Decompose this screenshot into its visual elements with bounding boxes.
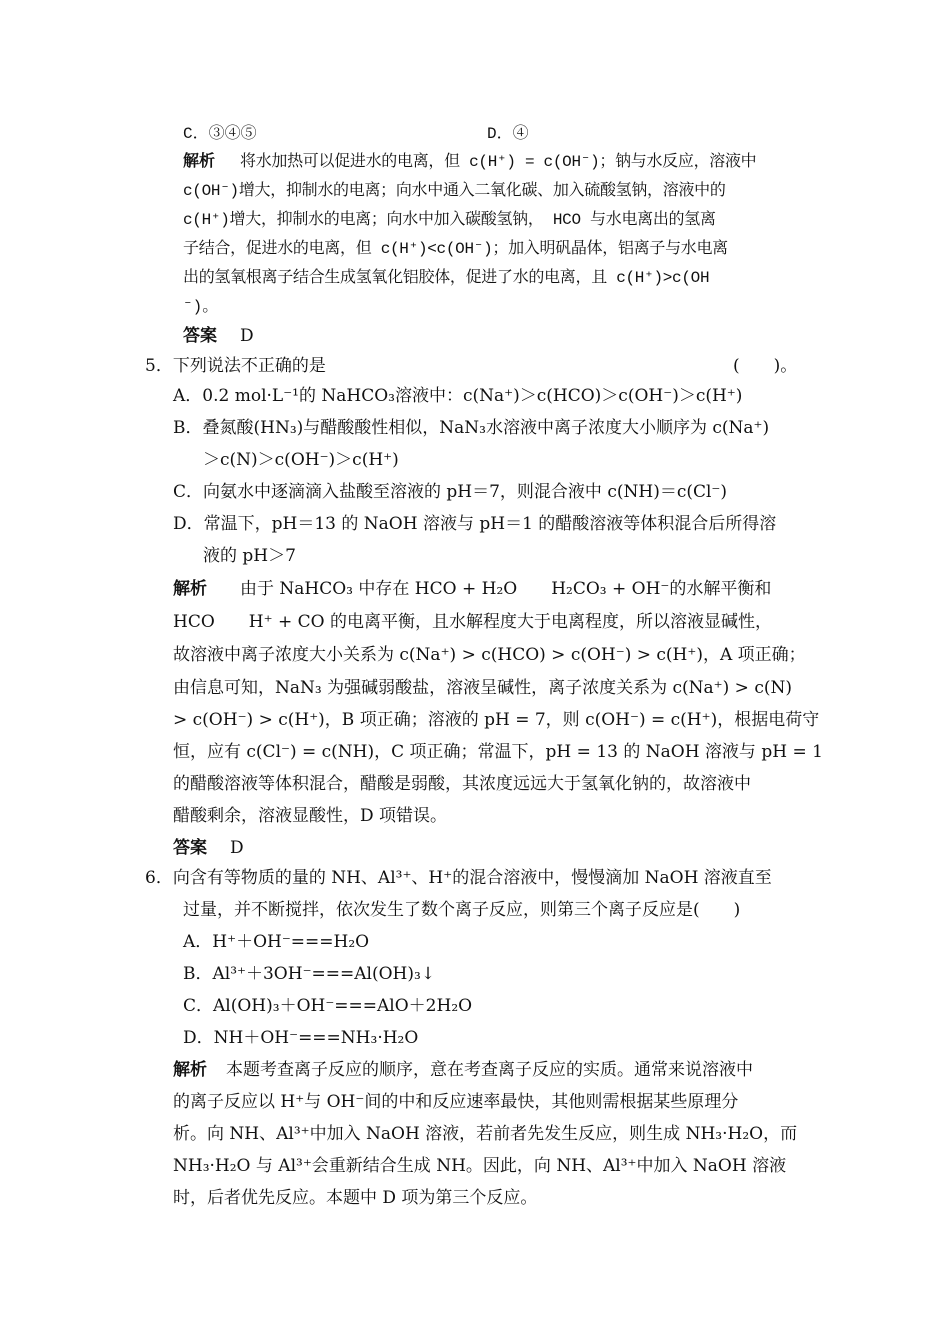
analysis-label: 解析 (173, 1060, 207, 1080)
option-d: D．④ (487, 125, 529, 143)
analysis-text: 时，后者优先反应。本题中 D 项为第三个反应。 (173, 1188, 538, 1208)
analysis-text: 由于 NaHCO₃ 中存在 HCO + H₂O H₂CO₃ + OH⁻的水解平衡和 (240, 579, 772, 599)
answer-value: D (230, 838, 244, 858)
question-5-paren: ( )。 (733, 356, 798, 376)
analysis-text: 由信息可知，NaN₃ 为强碱弱酸盐，溶液呈碱性，离子浓度关系为 c(Na⁺) > c(N) (173, 678, 792, 698)
analysis-text: 醋酸剩余，溶液显酸性，D 项错误。 (173, 806, 448, 826)
answer-label: 答案 (173, 838, 207, 858)
analysis-text: > c(OH⁻) > c(H⁺)，B 项正确；溶液的 pH = 7，则 c(OH⁻) = c(H⁺)，根据电荷守 (173, 710, 820, 730)
question-6-stem: 过量，并不断搅拌，依次发生了数个离子反应，则第三个离子反应是( ) (183, 900, 741, 920)
analysis-label: 解析 (173, 579, 207, 599)
analysis-text: 恒，应有 c(Cl⁻) = c(NH)，C 项正确；常温下，pH = 13 的 NaOH 溶液与 pH = 1 (173, 742, 823, 762)
answer-value: D (240, 326, 254, 346)
analysis-text: ⁻)。 (183, 298, 219, 316)
analysis-text: NH₃·H₂O 与 Al³⁺会重新结合生成 NH。因此，向 NH、Al³⁺中加入 NaOH 溶液 (173, 1156, 787, 1176)
question-6-option-c: C．Al(OH)₃＋OH⁻===AlO＋2H₂O (183, 996, 473, 1016)
analysis-text: c(H⁺)增大，抑制水的电离；向水中加入碳酸氢钠， HCO 与水电离出的氢离 (183, 211, 716, 229)
question-5-stem: 5．下列说法不正确的是 (145, 356, 326, 376)
question-6-stem: 6．向含有等物质的量的 NH、Al³⁺、H⁺的混合溶液中，慢慢滴加 NaOH 溶液直至 (145, 868, 772, 888)
question-6-option-a: A．H⁺＋OH⁻===H₂O (183, 932, 370, 952)
question-6-option-b: B．Al³⁺＋3OH⁻===Al(OH)₃↓ (183, 964, 436, 984)
analysis-text: 故溶液中离子浓度大小关系为 c(Na⁺) > c(HCO) > c(OH⁻) > c(H⁺)，A 项正确； (173, 645, 806, 665)
analysis-text: 出的氢氧根离子结合生成氢氧化铝胶体，促进了水的电离，且 c(H⁺)>c(OH (183, 269, 710, 287)
analysis-text: c(OH⁻)增大，抑制水的电离；向水中通入二氧化碳、加入硫酸氢钠，溶液中的 (183, 182, 726, 200)
question-5-option-b: ＞c(N)＞c(OH⁻)＞c(H⁺) (203, 450, 399, 470)
question-5-option-b: B．叠氮酸(HN₃)与醋酸酸性相似，NaN₃水溶液中离子浓度大小顺序为 c(Na⁺) (173, 418, 770, 438)
analysis-label: 解析 (183, 153, 216, 171)
answer-label: 答案 (183, 326, 217, 346)
analysis-text: 析。向 NH、Al³⁺中加入 NaOH 溶液，若前者先发生反应，则生成 NH₃·H₂O，而 (173, 1124, 798, 1144)
analysis-text: HCO H⁺ + CO 的电离平衡，且水解程度大于电离程度，所以溶液显碱性， (173, 612, 772, 632)
option-c: C．③④⑤ (183, 125, 257, 143)
question-5-option-a: A．0.2 mol·L⁻¹的 NaHCO₃溶液中：c(Na⁺)＞c(HCO)＞c(OH⁻)＞c(H⁺) (173, 386, 743, 406)
analysis-text: 子结合，促进水的电离，但 c(H⁺)<c(OH⁻)；加入明矾晶体，铝离子与水电离 (183, 240, 728, 258)
question-6-option-d: D．NH＋OH⁻===NH₃·H₂O (183, 1028, 419, 1048)
question-5-option-d: 液的 pH＞7 (203, 546, 296, 566)
analysis-text: 的离子反应以 H⁺与 OH⁻间的中和反应速率最快，其他则需根据某些原理分 (173, 1092, 739, 1112)
analysis-text: 的醋酸溶液等体积混合，醋酸是弱酸，其浓度远远大于氢氧化钠的，故溶液中 (173, 774, 751, 794)
question-5-option-d: D．常温下，pH＝13 的 NaOH 溶液与 pH＝1 的醋酸溶液等体积混合后所得溶 (173, 514, 777, 534)
question-5-option-c: C．向氨水中逐滴滴入盐酸至溶液的 pH＝7，则混合液中 c(NH)＝c(Cl⁻) (173, 482, 728, 502)
analysis-text: 本题考查离子反应的顺序，意在考查离子反应的实质。通常来说溶液中 (226, 1060, 753, 1080)
analysis-text: 将水加热可以促进水的电离，但 c(H⁺) = c(OH⁻)；钠与水反应，溶液中 (240, 153, 757, 171)
